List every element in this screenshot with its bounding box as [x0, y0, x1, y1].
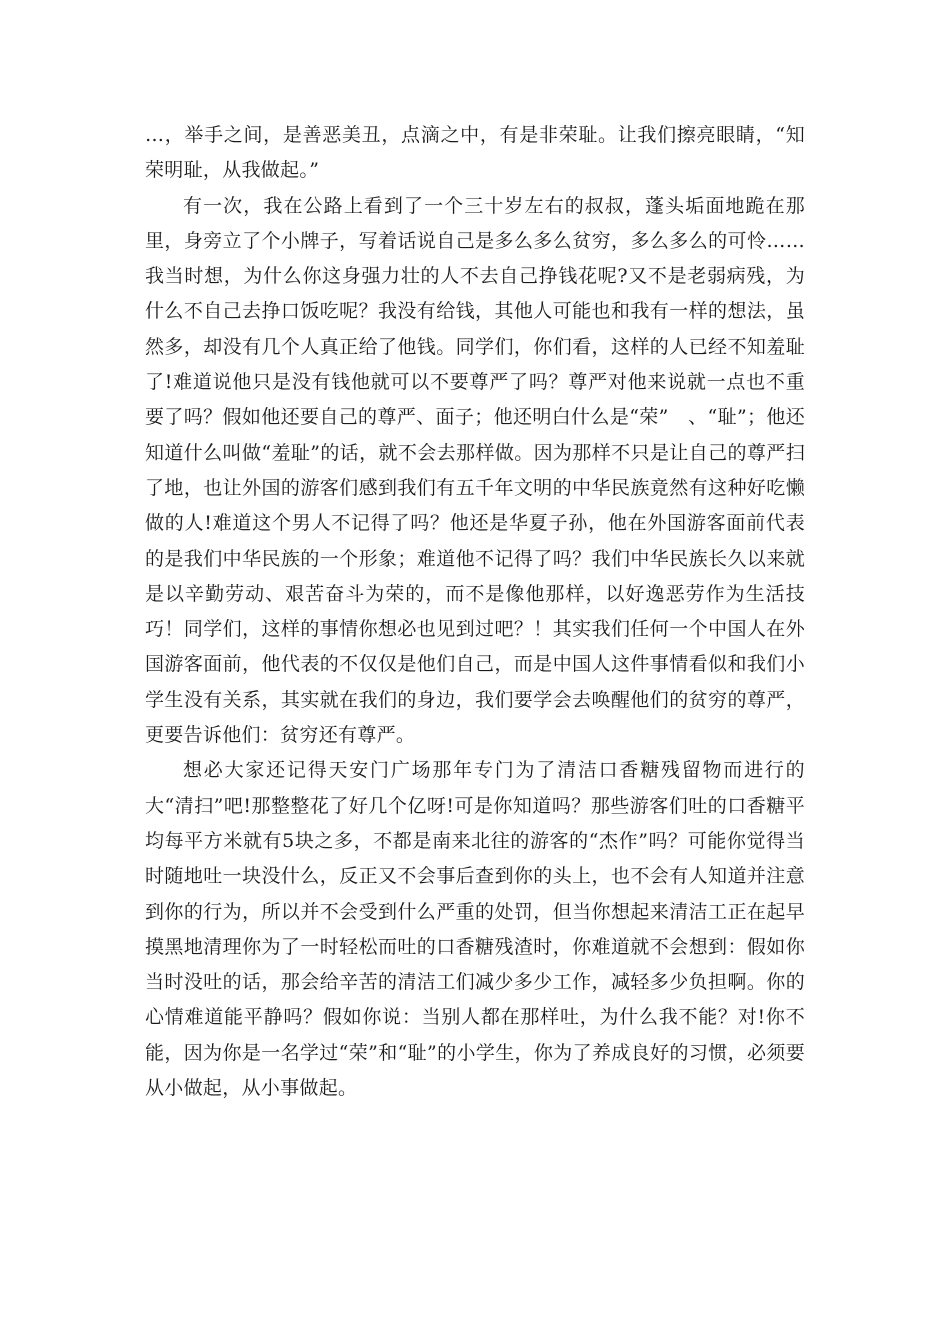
document-body	[145, 118, 805, 1106]
paragraph-2: 有一次，我在公路上看到了一个三十岁左右的叔叔，蓬头垢面地跪在那里，身旁立了个小牌子，写着话说自己是多么多么贫穷，多么多么的可怜……我当时想，为什么你这身强力壮的人不去自己挣钱花呢?又不是老弱病残，为什么不自己去挣口饭吃呢？我没有给钱，其他人可能也和我有一样的想法，虽然多，却没有几个人真正给了他钱。同学们，你们看，这样的人已经不知羞耻了!难道说他只是没有钱他就可以不要尊严了吗？尊严对他来说就一点也不重要了吗？假如他还要自己的尊严、面子；他还明白什么是“荣” 、“耻”；他还知道什么叫做“羞耻”的话，就不会去那样做。因为那样不只是让自己的尊严扫了地，也让外国的游客们感到我们有五千年文明的中华民族竟然有这种好吃懒做的人!难道这个男人不记得了吗？他还是华夏子孙，他在外国游客面前代表的是我们中华民族的一个形象；难道他不记得了吗？我们中华民族长久以来就是以辛勤劳动、艰苦奋斗为荣的，而不是像他那样，以好逸恶劳作为生活技巧！同学们，这样的事情你想必也见到过吧？！其实我们任何一个中国人在外国游客面前，他代表的不仅仅是他们自己，而是中国人这件事情看似和我们小学生没有关系，其实就在我们的身边，我们要学会去唤醒他们的贫穷的尊严，更要告诉他们：贫穷还有尊严。	[145, 194, 805, 747]
paragraph-1: …，举手之间，是善恶美丑，点滴之中，有是非荣耻。让我们擦亮眼睛，“知荣明耻，从我做起。”	[145, 124, 805, 182]
paragraph-3: 想必大家还记得天安门广场那年专门为了清洁口香糖残留物而进行的大“清扫”吧!那整整花了好几个亿呀!可是你知道吗？那些游客们吐的口香糖平均每平方米就有5块之多，不都是南来北往的游客的“杰作”吗？可能你觉得当时随地吐一块没什么，反正又不会事后查到你的头上，也不会有人知道并注意到你的行为，所以并不会受到什么严重的处罚，但当你想起来清洁工正在起早摸黑地清理你为了一时轻松而吐的口香糖残渣时，你难道就不会想到：假如你当时没吐的话，那会给辛苦的清洁工们减少多少工作，减轻多少负担啊。你的心情难道能平静吗？假如你说：当别人都在那样吐，为什么我不能？对!你不能，因为你是一名学过“荣”和“耻”的小学生，你为了养成良好的习惯，必须要从小做起，从小事做起。	[145, 759, 805, 1100]
